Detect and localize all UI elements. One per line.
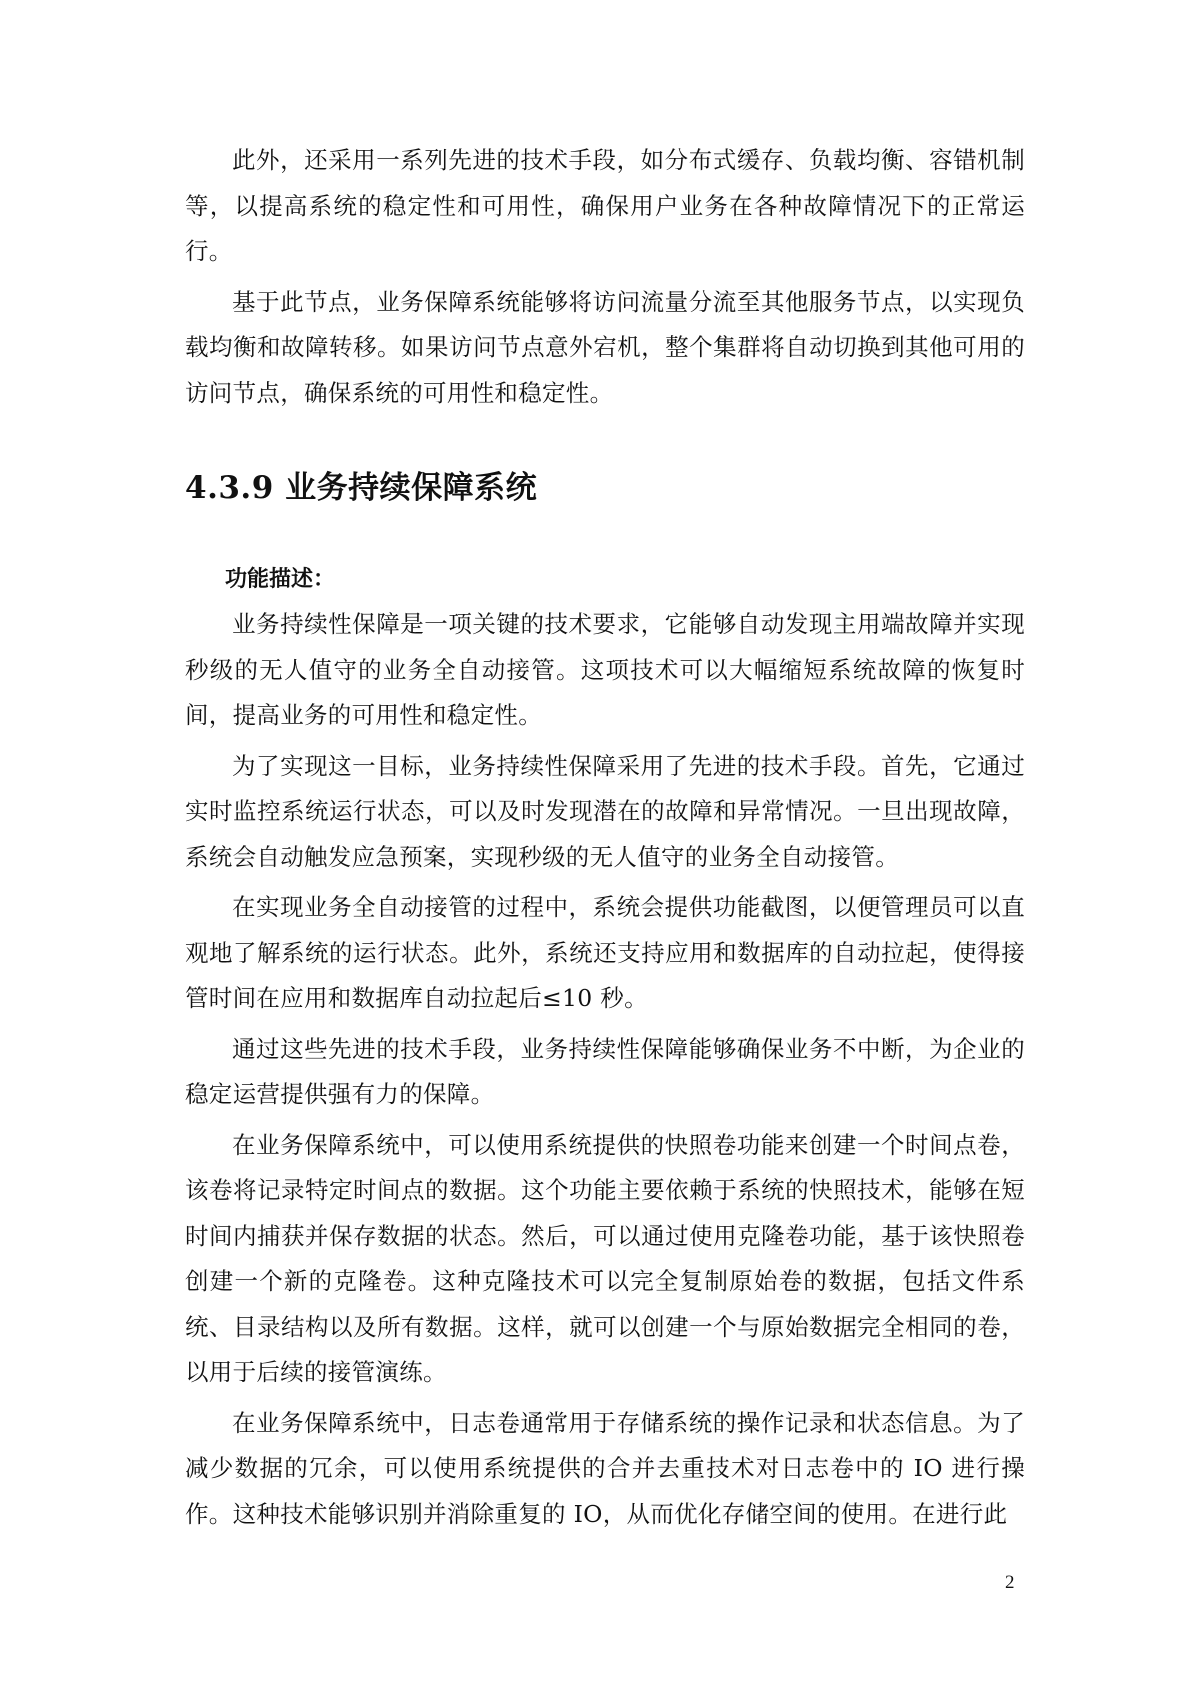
paragraph: 在实现业务全自动接管的过程中，系统会提供功能截图，以便管理员可以直观地了解系统的运行状态。此外，系统还支持应用和数据库的自动拉起，使得接管时间在应用和数据库自动拉起后≤10 秒。 [185,893,1025,1012]
paragraph: 为了实现这一目标，业务持续性保障采用了先进的技术手段。首先，它通过实时监控系统运行状态，可以及时发现潜在的故障和异常情况。一旦出现故障，系统会自动触发应急预案，实现秒级的无人值守的业务全自动接管。 [185,751,1025,871]
function-description-label: 功能描述： [225,567,336,592]
paragraph: 基于此节点，业务保障系统能够将访问流量分流至其他服务节点，以实现负载均衡和故障转移。如果访问节点意外宕机，整个集群将自动切换到其他可用的访问节点，确保系统的可用性和稳定性。 [185,287,1025,407]
section-heading: 4.3.9 业务持续保障系统 [185,470,538,506]
paragraph: 在业务保障系统中，日志卷通常用于存储系统的操作记录和状态信息。为了减少数据的冗余，可以使用系统提供的合并去重技术对日志卷中的 IO 进行操作。这种技术能够识别并消除重复的 IO，从而优化存储空间的使用。在进行此 [185,1408,1025,1528]
paragraph: 业务持续性保障是一项关键的技术要求，它能够自动发现主用端故障并实现秒级的无人值守的业务全自动接管。这项技术可以大幅缩短系统故障的恢复时间，提高业务的可用性和稳定性。 [185,610,1025,729]
paragraph: 通过这些先进的技术手段，业务持续性保障能够确保业务不中断，为企业的稳定运营提供强有力的保障。 [185,1034,1025,1108]
paragraph: 此外，还采用一系列先进的技术手段，如分布式缓存、负载均衡、容错机制等，以提高系统的稳定性和可用性，确保用户业务在各种故障情况下的正常运行。 [185,146,1025,265]
page-number: 2 [1005,1572,1015,1593]
paragraph: 在业务保障系统中，可以使用系统提供的快照卷功能来创建一个时间点卷，该卷将记录特定时间点的数据。这个功能主要依赖于系统的快照技术，能够在短时间内捕获并保存数据的状态。然后，可以通过使用克隆卷功能，基于该快照卷创建一个新的克隆卷。这种克隆技术可以完全复制原始卷的数据，包括文件系统、目录结构以及所有数据。这样，就可以创建一个与原始数据完全相同的卷，以用于后续的接管演练。 [185,1130,1025,1386]
page-content [185,138,1025,1542]
